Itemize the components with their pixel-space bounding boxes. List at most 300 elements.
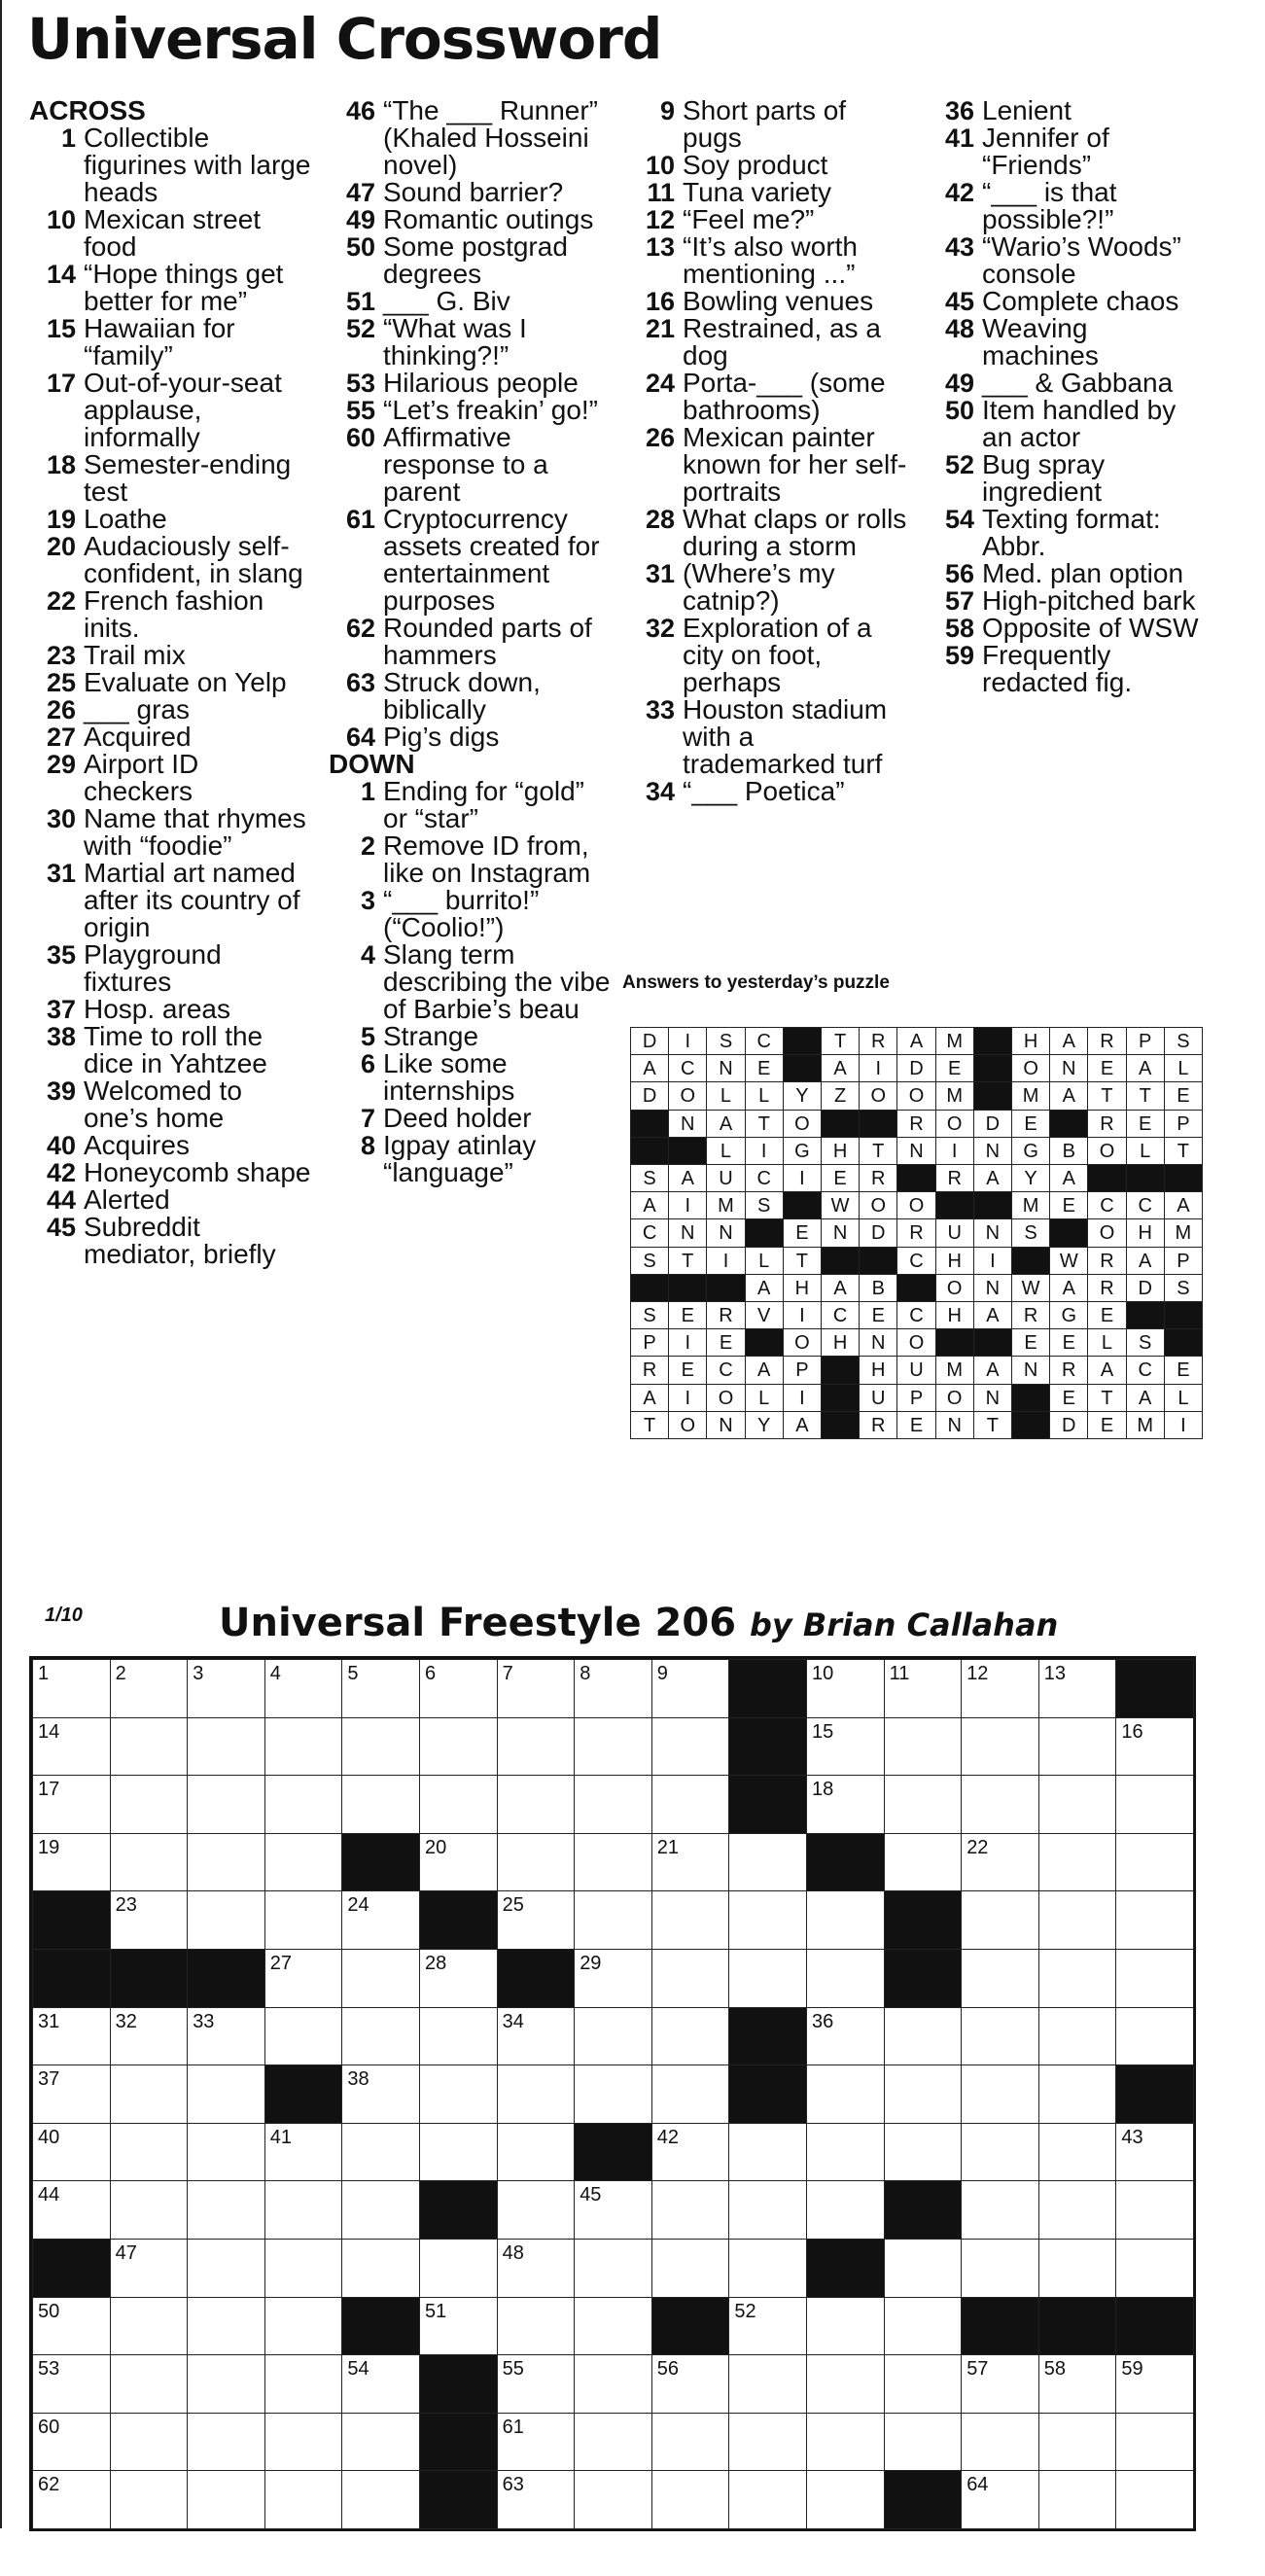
answer-cell: N (821, 1218, 860, 1247)
grid-cell[interactable] (32, 2123, 111, 2182)
grid-cell[interactable] (651, 1659, 730, 1718)
grid-cell[interactable] (651, 1890, 730, 1950)
grid-cell[interactable] (651, 1833, 730, 1892)
grid-cell[interactable] (651, 2180, 730, 2240)
grid-cell[interactable] (264, 1717, 343, 1777)
clue-number: 26 (46, 695, 76, 724)
grid-cell[interactable] (574, 1717, 652, 1777)
answer-cell: T (745, 1110, 784, 1138)
cell-number: 19 (38, 1836, 60, 1858)
grid-cell[interactable] (1115, 1833, 1194, 1892)
clue-text: Jennifer of “Friends” (982, 123, 1109, 180)
clue-number: 61 (345, 505, 375, 534)
clue-text: Airport ID checkers (84, 749, 199, 806)
grid-cell[interactable] (32, 2297, 111, 2356)
grid-cell[interactable] (1115, 2413, 1194, 2472)
answer-cell: O (668, 1081, 707, 1110)
grid-cell[interactable] (651, 2239, 730, 2298)
answer-cell: E (668, 1356, 707, 1384)
grid-cell[interactable] (651, 2413, 730, 2472)
clue-item (928, 587, 1210, 615)
grid-cell[interactable] (341, 2354, 420, 2414)
grid-cell[interactable] (728, 2180, 807, 2240)
grid-cell[interactable] (264, 2470, 343, 2529)
grid-cell[interactable] (651, 1775, 730, 1834)
clue-number: 16 (645, 287, 675, 316)
clue-item (29, 723, 311, 751)
answer-cell (821, 1356, 860, 1384)
grid-cell[interactable] (497, 2470, 576, 2529)
clue-text: ___ gras (84, 694, 190, 724)
answer-cell: A (1049, 1274, 1088, 1302)
grid-cell[interactable] (728, 2413, 807, 2472)
grid-cell[interactable] (187, 1659, 265, 1718)
grid-cell[interactable] (419, 1717, 498, 1777)
down-header: DOWN (329, 749, 415, 779)
grid-cell[interactable] (110, 2064, 189, 2124)
grid-cell[interactable] (884, 2297, 963, 2356)
grid-cell[interactable] (110, 1659, 189, 1718)
answer-cell: N (706, 1218, 745, 1247)
answer-cell (1164, 1301, 1203, 1329)
grid-cell[interactable] (32, 2180, 111, 2240)
answer-cell: E (1164, 1081, 1203, 1110)
grid-cell[interactable] (574, 2064, 652, 2124)
grid-cell[interactable] (728, 1890, 807, 1950)
grid-cell[interactable] (574, 2239, 652, 2298)
grid-cell[interactable] (497, 1775, 576, 1834)
grid-cell[interactable] (497, 1717, 576, 1777)
answer-cell: R (859, 1027, 897, 1055)
grid-cell[interactable] (32, 2007, 111, 2066)
grid-cell[interactable] (1115, 2007, 1194, 2066)
clue-number: 10 (645, 151, 675, 180)
grid-cell[interactable] (419, 1659, 498, 1718)
grid-cell[interactable] (32, 1775, 111, 1834)
clue-text: “Let’s freakin’ go!” (383, 395, 598, 425)
grid-cell[interactable] (497, 2180, 576, 2240)
cell-number: 31 (38, 2010, 60, 2032)
grid-cell[interactable] (806, 2123, 885, 2182)
answer-cell: R (1049, 1356, 1088, 1384)
grid-cell[interactable] (1038, 1949, 1117, 2008)
grid-cell[interactable] (806, 1949, 885, 2008)
grid-cell[interactable] (419, 1833, 498, 1892)
grid-cell[interactable] (1038, 1775, 1117, 1834)
grid-cell[interactable] (961, 2064, 1039, 2124)
grid-cell[interactable] (419, 2239, 498, 2298)
clue-number: 52 (345, 314, 375, 343)
grid-cell[interactable] (341, 1949, 420, 2008)
grid-cell[interactable] (1115, 2239, 1194, 2298)
grid-cell[interactable] (110, 2123, 189, 2182)
answer-cell: N (973, 1218, 1012, 1247)
grid-cell[interactable] (110, 2297, 189, 2356)
cell-number: 48 (502, 2242, 524, 2264)
answer-cell (1011, 1411, 1050, 1439)
grid-cell[interactable] (341, 2007, 420, 2066)
grid-cell[interactable] (1115, 1775, 1194, 1834)
cell-number: 29 (580, 1953, 602, 1974)
grid-cell[interactable] (32, 2354, 111, 2414)
grid-cell[interactable] (497, 2239, 576, 2298)
answer-cell: O (896, 1081, 935, 1110)
grid-cell[interactable] (651, 2064, 730, 2124)
answer-cell: B (1049, 1137, 1088, 1165)
grid-cell[interactable] (728, 2297, 807, 2356)
grid-cell[interactable] (961, 2354, 1039, 2414)
grid-cell[interactable] (187, 2064, 265, 2124)
grid-cell[interactable] (884, 1659, 963, 1718)
clue-item (329, 1050, 611, 1105)
cell-number: 18 (812, 1779, 834, 1801)
answer-cell (821, 1247, 860, 1275)
grid-cell[interactable] (961, 2470, 1039, 2529)
grid-cell[interactable] (574, 1775, 652, 1834)
grid-cell[interactable] (264, 2297, 343, 2356)
clue-item (29, 206, 311, 261)
clue-item (29, 1023, 311, 1077)
grid-cell[interactable] (341, 2123, 420, 2182)
grid-cell[interactable] (1038, 2123, 1117, 2182)
grid-cell[interactable] (264, 2007, 343, 2066)
grid-cell[interactable] (264, 1833, 343, 1892)
cell-number: 13 (1043, 1663, 1067, 1684)
grid-cell[interactable] (806, 2297, 885, 2356)
grid-cell[interactable] (961, 1833, 1039, 1892)
answer-cell: E (896, 1411, 935, 1439)
answer-cell: A (973, 1164, 1012, 1192)
grid-cell[interactable] (1038, 2470, 1117, 2529)
grid-cell[interactable] (806, 2007, 885, 2066)
grid-cell[interactable] (1115, 1717, 1194, 1777)
grid-cell[interactable] (806, 1775, 885, 1834)
grid-cell[interactable] (419, 1949, 498, 2008)
answer-cell (821, 1110, 860, 1138)
grid-cell[interactable] (961, 1717, 1039, 1777)
grid-cell[interactable] (961, 2007, 1039, 2066)
answer-cell: H (783, 1274, 822, 1302)
grid-cell[interactable] (728, 2354, 807, 2414)
clue-item (329, 778, 611, 832)
clue-text: Short parts of pugs (683, 95, 847, 153)
grid-cell[interactable] (961, 2180, 1039, 2240)
cell-number: 63 (502, 2474, 524, 2496)
answer-cell: T (1126, 1081, 1165, 1110)
grid-cell[interactable] (806, 2180, 885, 2240)
cell-number: 47 (115, 2242, 137, 2264)
grid-cell[interactable] (264, 1890, 343, 1950)
grid-cell[interactable] (1115, 2470, 1194, 2529)
grid-cell[interactable] (341, 1717, 420, 1777)
grid-cell[interactable] (110, 2180, 189, 2240)
answer-cell: N (896, 1137, 935, 1165)
clue-item (29, 860, 311, 941)
cell-number: 64 (966, 2474, 989, 2496)
grid-cell[interactable] (264, 2123, 343, 2182)
grid-cell[interactable] (574, 2007, 652, 2066)
clue-item (928, 642, 1210, 696)
grid-cell[interactable] (187, 2297, 265, 2356)
grid-cell[interactable] (884, 2239, 963, 2298)
grid-cell[interactable] (884, 2413, 963, 2472)
answer-cell: A (1126, 1054, 1165, 1082)
grid-cell[interactable] (806, 2064, 885, 2124)
answer-cell: H (935, 1301, 974, 1329)
grid-cell[interactable] (728, 2123, 807, 2182)
grid-cell[interactable] (728, 1833, 807, 1892)
grid-cell[interactable] (574, 1659, 652, 1718)
grid-cell[interactable] (264, 1659, 343, 1718)
grid-cell[interactable] (651, 2123, 730, 2182)
grid-cell[interactable] (187, 1717, 265, 1777)
grid-cell[interactable] (1115, 1949, 1194, 2008)
grid-cell[interactable] (574, 1949, 652, 2008)
left-rule (0, 0, 2, 2528)
grid-cell[interactable] (574, 2297, 652, 2356)
grid-cell[interactable] (341, 2180, 420, 2240)
grid-cell[interactable] (341, 2064, 420, 2124)
clue-number: 54 (944, 505, 974, 534)
answer-cell: N (1049, 1054, 1088, 1082)
grid-cell[interactable] (264, 1775, 343, 1834)
answer-cell: E (1049, 1384, 1088, 1412)
answer-cell: T (859, 1137, 897, 1165)
clue-text: Acquires (84, 1130, 190, 1160)
answer-cell (1164, 1164, 1203, 1192)
grid-cell[interactable] (187, 2007, 265, 2066)
grid-cell[interactable] (497, 1890, 576, 1950)
clue-number: 17 (46, 369, 76, 398)
grid-cell[interactable] (884, 1833, 963, 1892)
crossword-grid[interactable] (29, 1656, 1196, 2531)
cell-number: 41 (269, 2126, 293, 2148)
black-square (728, 2064, 807, 2124)
grid-cell[interactable] (187, 2239, 265, 2298)
clue-number: 64 (345, 723, 375, 752)
grid-cell[interactable] (187, 2354, 265, 2414)
grid-cell[interactable] (1115, 2354, 1194, 2414)
clue-item (628, 233, 910, 288)
grid-cell[interactable] (497, 2354, 576, 2414)
grid-cell[interactable] (1115, 1890, 1194, 1950)
clue-number: 8 (360, 1131, 375, 1160)
answer-cell: B (859, 1274, 897, 1302)
clue-item (29, 696, 311, 723)
grid-cell[interactable] (961, 2239, 1039, 2298)
grid-cell[interactable] (728, 2239, 807, 2298)
grid-cell[interactable] (728, 1949, 807, 2008)
grid-cell[interactable] (264, 2239, 343, 2298)
grid-cell[interactable] (497, 2123, 576, 2182)
grid-cell[interactable] (341, 1775, 420, 1834)
grid-cell[interactable] (110, 2007, 189, 2066)
grid-cell[interactable] (1038, 2007, 1117, 2066)
answer-cell: A (630, 1191, 669, 1219)
grid-cell[interactable] (806, 1659, 885, 1718)
clue-item (329, 315, 611, 370)
grid-cell[interactable] (419, 1775, 498, 1834)
grid-cell[interactable] (32, 1717, 111, 1777)
grid-cell[interactable] (651, 1949, 730, 2008)
answer-cell (745, 1328, 784, 1357)
answer-cell: S (630, 1164, 669, 1192)
grid-cell[interactable] (497, 1833, 576, 1892)
grid-cell[interactable] (264, 2354, 343, 2414)
grid-cell[interactable] (961, 2123, 1039, 2182)
grid-cell[interactable] (110, 1890, 189, 1950)
grid-cell[interactable] (1038, 2239, 1117, 2298)
black-square (806, 2239, 885, 2298)
grid-cell[interactable] (806, 1890, 885, 1950)
grid-cell[interactable] (187, 2180, 265, 2240)
grid-cell[interactable] (961, 2413, 1039, 2472)
grid-cell[interactable] (961, 1775, 1039, 1834)
grid-cell[interactable] (884, 2007, 963, 2066)
answer-cell: E (1087, 1411, 1126, 1439)
puzzle-date: 1/10 (45, 1605, 83, 1626)
grid-cell[interactable] (806, 2413, 885, 2472)
grid-cell[interactable] (341, 2239, 420, 2298)
grid-cell[interactable] (32, 2064, 111, 2124)
black-square (884, 2470, 963, 2529)
grid-cell[interactable] (1038, 2354, 1117, 2414)
grid-cell[interactable] (32, 2413, 111, 2472)
grid-cell[interactable] (187, 2470, 265, 2529)
grid-cell[interactable] (806, 2354, 885, 2414)
clue-text: Med. plan option (982, 558, 1184, 588)
answer-cell: E (1049, 1328, 1088, 1357)
grid-cell[interactable] (884, 2064, 963, 2124)
grid-cell[interactable] (1115, 2180, 1194, 2240)
answer-cell: M (935, 1081, 974, 1110)
cell-number: 1 (38, 1663, 50, 1684)
grid-cell[interactable] (1038, 2413, 1117, 2472)
grid-cell[interactable] (110, 2354, 189, 2414)
answer-cell: A (745, 1274, 784, 1302)
grid-cell[interactable] (341, 1659, 420, 1718)
grid-cell[interactable] (419, 2007, 498, 2066)
grid-cell[interactable] (651, 2007, 730, 2066)
clue-number: 60 (345, 423, 375, 452)
grid-cell[interactable] (110, 1833, 189, 1892)
answer-cell: S (1164, 1274, 1203, 1302)
cell-number: 59 (1121, 2358, 1143, 2381)
grid-cell[interactable] (187, 1775, 265, 1834)
grid-cell[interactable] (341, 2413, 420, 2472)
answer-cell (859, 1247, 897, 1275)
grid-cell[interactable] (1038, 2180, 1117, 2240)
answer-cell: N (706, 1411, 745, 1439)
grid-cell[interactable] (264, 2413, 343, 2472)
answer-cell: C (896, 1301, 935, 1329)
grid-cell[interactable] (341, 1890, 420, 1950)
grid-cell[interactable] (961, 1949, 1039, 2008)
grid-cell[interactable] (574, 2413, 652, 2472)
clue-text: Tuna variety (683, 177, 832, 207)
grid-cell[interactable] (110, 1775, 189, 1834)
grid-cell[interactable] (1038, 1833, 1117, 1892)
grid-cell[interactable] (32, 2470, 111, 2529)
grid-cell[interactable] (574, 2354, 652, 2414)
grid-cell[interactable] (806, 2470, 885, 2529)
grid-cell[interactable] (32, 1833, 111, 1892)
grid-cell[interactable] (264, 2180, 343, 2240)
clue-item (29, 1214, 311, 1268)
grid-cell[interactable] (497, 2413, 576, 2472)
answer-cell: A (821, 1274, 860, 1302)
grid-cell[interactable] (264, 1949, 343, 2008)
grid-cell[interactable] (1038, 2064, 1117, 2124)
grid-cell[interactable] (651, 2354, 730, 2414)
grid-cell[interactable] (1038, 1717, 1117, 1777)
grid-cell[interactable] (497, 2064, 576, 2124)
grid-cell[interactable] (419, 2064, 498, 2124)
grid-cell[interactable] (187, 2123, 265, 2182)
grid-cell[interactable] (110, 1717, 189, 1777)
clue-number: 63 (345, 668, 375, 697)
cell-number: 50 (38, 2300, 60, 2322)
answer-cell: D (859, 1218, 897, 1247)
answer-cell: A (630, 1384, 669, 1412)
grid-cell[interactable] (806, 1717, 885, 1777)
grid-cell[interactable] (110, 2470, 189, 2529)
answer-cell (859, 1110, 897, 1138)
black-square (806, 1833, 885, 1892)
grid-cell[interactable] (961, 1890, 1039, 1950)
answer-cell: E (668, 1301, 707, 1329)
grid-cell[interactable] (651, 2470, 730, 2529)
grid-cell[interactable] (110, 2413, 189, 2472)
grid-cell[interactable] (1038, 1659, 1117, 1718)
grid-cell[interactable] (1038, 1890, 1117, 1950)
answer-cell: R (630, 1356, 669, 1384)
grid-cell[interactable] (884, 1717, 963, 1777)
grid-cell[interactable] (497, 2297, 576, 2356)
grid-cell[interactable] (574, 2470, 652, 2529)
grid-cell[interactable] (884, 2354, 963, 2414)
grid-cell[interactable] (419, 2297, 498, 2356)
grid-cell[interactable] (187, 2413, 265, 2472)
cell-number: 23 (115, 1894, 137, 1917)
grid-cell[interactable] (419, 2123, 498, 2182)
grid-cell[interactable] (961, 1659, 1039, 1718)
grid-cell[interactable] (187, 1890, 265, 1950)
grid-cell[interactable] (32, 1659, 111, 1718)
clue-item (628, 696, 910, 778)
clue-text: Remove ID from, like on Instagram (383, 830, 591, 888)
grid-cell[interactable] (574, 2180, 652, 2240)
grid-cell[interactable] (884, 2123, 963, 2182)
clue-text: Opposite of WSW (982, 613, 1199, 643)
grid-cell[interactable] (341, 2470, 420, 2529)
grid-cell[interactable] (187, 1833, 265, 1892)
grid-cell[interactable] (884, 1775, 963, 1834)
grid-cell[interactable] (574, 1833, 652, 1892)
grid-cell[interactable] (728, 2470, 807, 2529)
grid-cell[interactable] (497, 1659, 576, 1718)
grid-cell[interactable] (651, 1717, 730, 1777)
grid-cell[interactable] (110, 2239, 189, 2298)
grid-cell[interactable] (574, 1890, 652, 1950)
cell-number: 12 (966, 1663, 989, 1684)
black-square (341, 2297, 420, 2356)
grid-cell[interactable] (497, 2007, 576, 2066)
grid-cell[interactable] (1115, 2123, 1194, 2182)
clue-item (29, 261, 311, 315)
clue-item (329, 424, 611, 506)
answer-cell: N (859, 1328, 897, 1357)
